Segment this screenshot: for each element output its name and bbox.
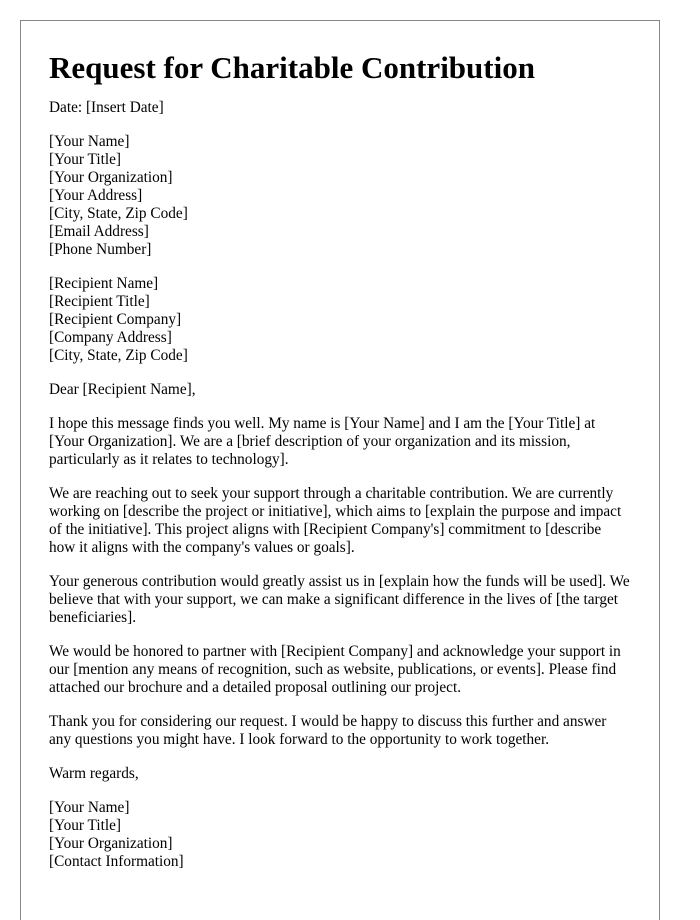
signature-block [49, 799, 631, 871]
sender-line: [Your Title] [49, 151, 121, 168]
salutation: Dear [Recipient Name], [49, 381, 196, 398]
recipient-line: [Recipient Title] [49, 293, 150, 310]
body-paragraph: We would be honored to partner with [Recipient Company] and acknowledge your support in our [mention any means of recognition, such as website, publications, or events]. Please find attached our brochure and a detailed proposal outlining our project. [49, 643, 621, 696]
date-line: Date: [Insert Date] [49, 99, 164, 116]
body-paragraph: I hope this message finds you well. My name is [Your Name] and I am the [Your Title] at [Your Organization]. We are a [brief description of your organization and its mission, particularly as it relates to technology]. [49, 415, 596, 468]
sender-line: [City, State, Zip Code] [49, 205, 188, 222]
letter-page [20, 20, 660, 920]
closing: Warm regards, [49, 765, 139, 782]
body-paragraph: Thank you for considering our request. I would be happy to discuss this further and answer any questions you might have. I look forward to the opportunity to work together. [49, 713, 607, 748]
letter-title: Request for Charitable Contribution [49, 50, 535, 85]
signature-line: [Your Name] [49, 799, 130, 816]
sender-address-block [49, 133, 631, 259]
sender-line: [Your Name] [49, 133, 130, 150]
sender-line: [Phone Number] [49, 241, 152, 258]
sender-line: [Email Address] [49, 223, 149, 240]
recipient-line: [Company Address] [49, 329, 172, 346]
body-paragraph: Your generous contribution would greatly assist us in [explain how the funds will be used]. We believe that with your support, we can make a significant difference in the lives of [the target beneficiaries]. [49, 573, 630, 626]
body-paragraph: We are reaching out to seek your support through a charitable contribution. We are currently working on [describe the project or initiative], which aims to [explain the purpose and impact of the initiative]. This project aligns with [Recipient Company's] commitment to [describe how it aligns with the company's values or goals]. [49, 485, 622, 556]
recipient-line: [City, State, Zip Code] [49, 347, 188, 364]
recipient-line: [Recipient Company] [49, 311, 182, 328]
recipient-line: [Recipient Name] [49, 275, 159, 292]
sender-line: [Your Organization] [49, 169, 173, 186]
signature-line: [Contact Information] [49, 853, 184, 870]
recipient-address-block [49, 275, 631, 365]
signature-line: [Your Title] [49, 817, 121, 834]
sender-line: [Your Address] [49, 187, 143, 204]
signature-line: [Your Organization] [49, 835, 173, 852]
